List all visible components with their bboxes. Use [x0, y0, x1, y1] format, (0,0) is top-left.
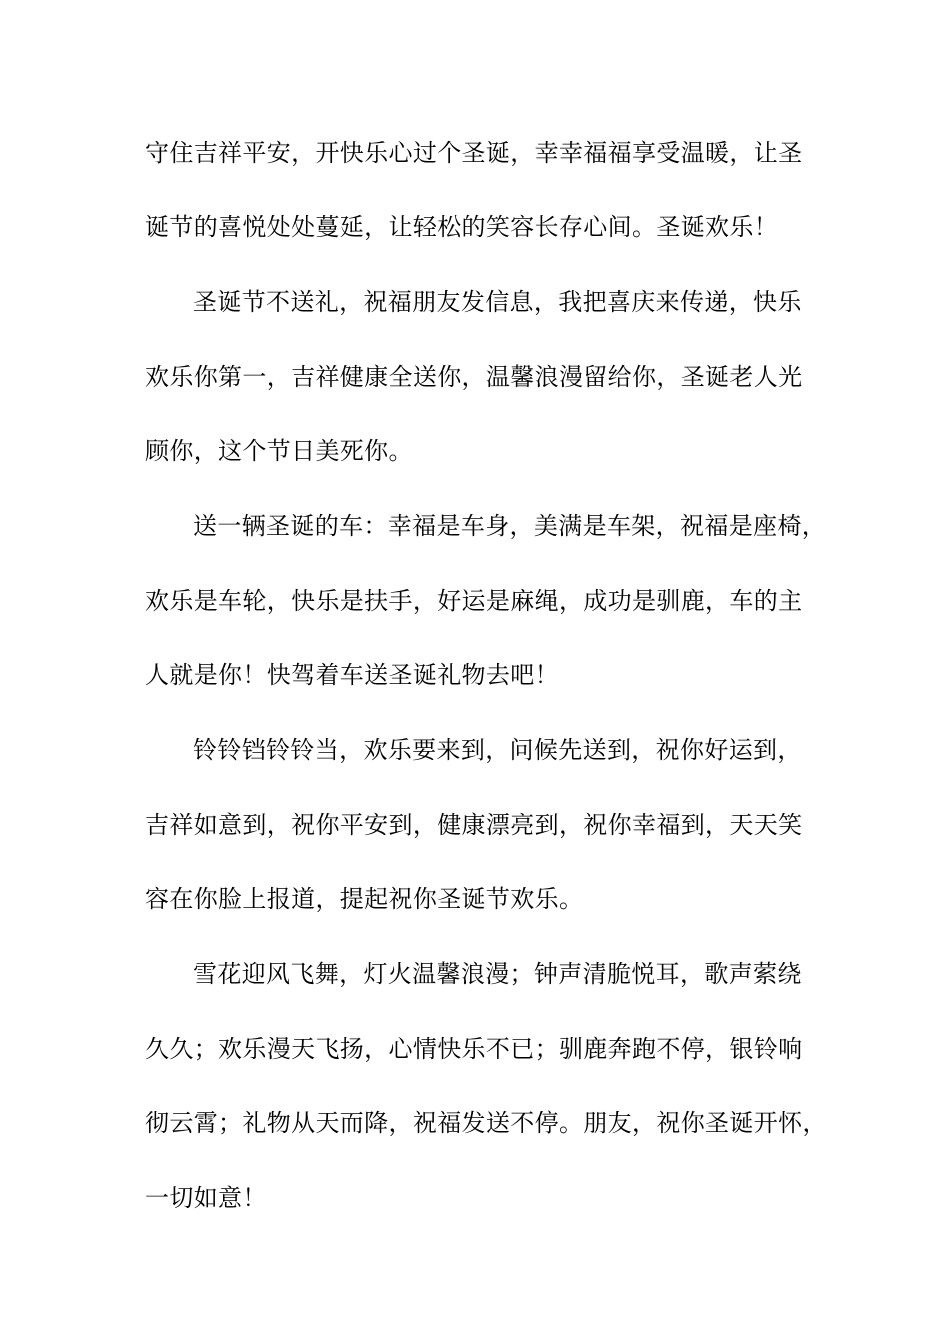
text-line: 人就是你！快驾着车送圣诞礼物去吧！: [145, 661, 559, 689]
text-line: 欢乐是车轮，快乐是扶手，好运是麻绳，成功是驯鹿，车的主: [145, 587, 803, 615]
paragraph-start-line: 圣诞节不送礼，祝福朋友发信息，我把喜庆来传递，快乐: [193, 288, 802, 316]
paragraph-start-line: 雪花迎风飞舞，灯火温馨浪漫；钟声清脆悦耳，歌声萦绕: [193, 960, 802, 988]
text-line: 吉祥如意到，祝你平安到，健康漂亮到，祝你幸福到，天天笑: [145, 811, 803, 839]
text-line: 欢乐你第一，吉祥健康全送你，温馨浪漫留给你，圣诞老人光: [145, 363, 803, 391]
text-line: 容在你脸上报道，提起祝你圣诞节欢乐。: [145, 885, 584, 913]
text-line: 彻云霄；礼物从天而降，祝福发送不停。朋友，祝你圣诞开怀，: [145, 1109, 827, 1137]
paragraph-start-line: 铃铃铛铃铃当，欢乐要来到，问候先送到，祝你好运到，: [193, 736, 802, 764]
text-line: 久久；欢乐漫天飞扬，心情快乐不已；驯鹿奔跑不停，银铃响: [145, 1035, 803, 1063]
text-line: 诞节的喜悦处处蔓延，让轻松的笑容长存心间。圣诞欢乐！: [145, 213, 779, 241]
paragraph-start-line: 送一辆圣诞的车：幸福是车身，美满是车架，祝福是座椅，: [193, 512, 827, 540]
text-line: 一切如意！: [145, 1184, 267, 1212]
text-line: 顾你，这个节日美死你。: [145, 437, 413, 465]
text-line: 守住吉祥平安，开快乐心过个圣诞，幸幸福福享受温暖，让圣: [145, 139, 803, 167]
